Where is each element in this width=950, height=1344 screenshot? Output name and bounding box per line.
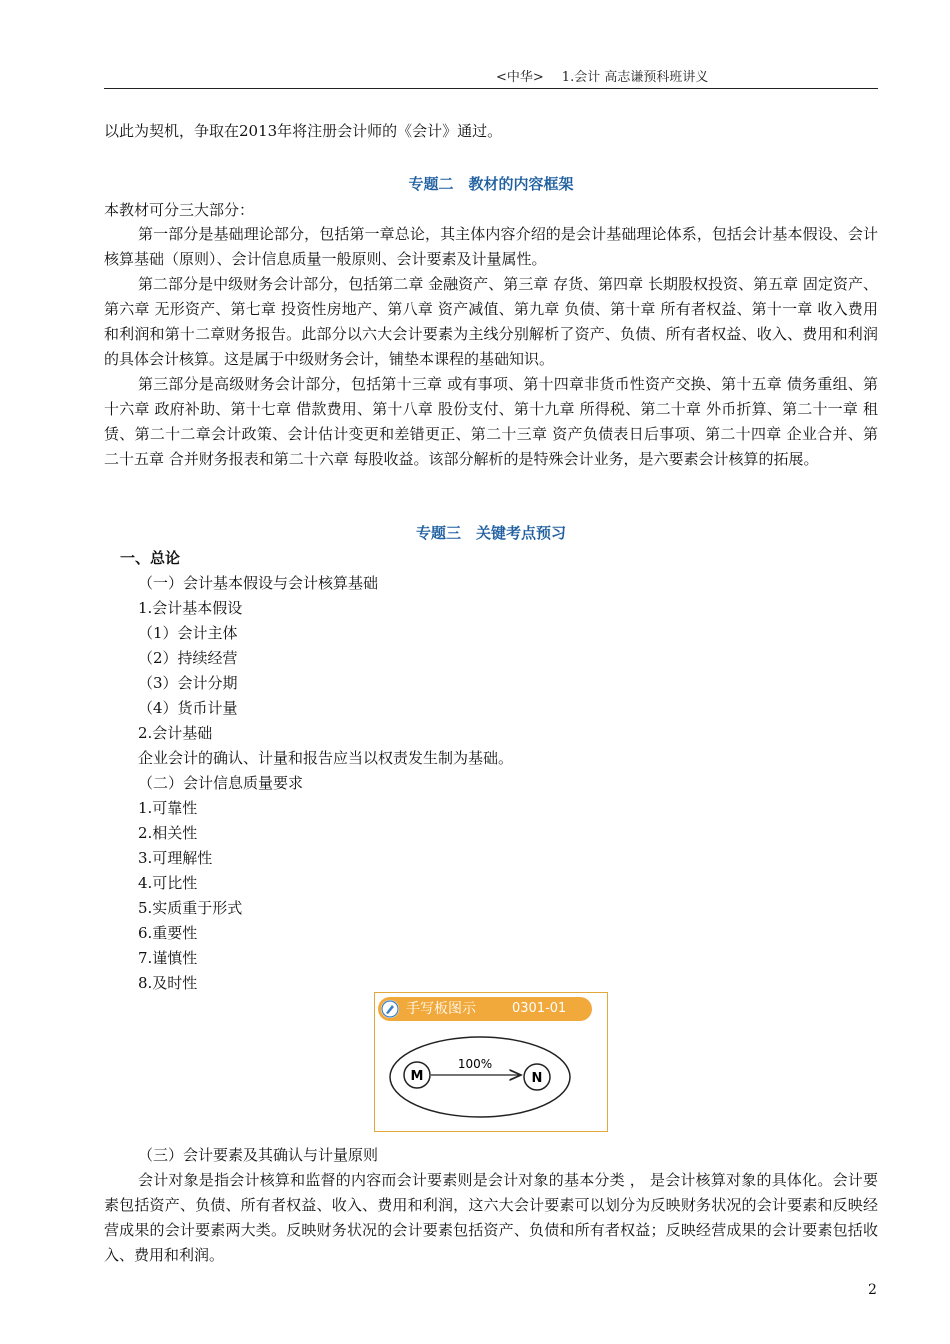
subsection-1: （一）会计基本假设与会计核算基础	[138, 574, 379, 592]
header-org: <中华>	[496, 70, 544, 85]
list-item: 1.可靠性	[138, 799, 198, 817]
figure-label: 手写板图示	[406, 1001, 476, 1017]
section-title: 一、总论	[120, 549, 181, 567]
topic2-paragraph-2: 第二部分是中级财务会计部分，包括第二章 金融资产、第三章 存货、第四章 长期股权投资、第五章 固定资产、第六章 无形资产、第七章 投资性房地产、第八章 资产减值、第九章 负债、第十章 所有者权益、第十一章 收入费用和利润和第十二章财务报告。此部分以六大会计要素为主线分别解析了资产、负债、所有者权益、收入、费用和利润的具体会计核算。这是属于中级财务会计，铺垫本课程的基础知识。	[104, 275, 878, 368]
arrow-label: 100%	[457, 1057, 493, 1071]
topic2-lead: 本教材可分三大部分：	[104, 201, 255, 219]
list-item: 2.会计基础	[138, 724, 213, 742]
topic2-paragraph-3: 第三部分是高级财务会计部分，包括第十三章 或有事项、第十四章非货币性资产交换、第十五章 债务重组、第十六章 政府补助、第十七章 借款费用、第十八章 股份支付、第十九章 所得税、第二十章 外币折算、第二十一章 租赁、第二十二章会计政策、会计估计变更和差错更正、第二十三章 资产负债表日后事项、第二十四章 企业合并、第二十五章 合并财务报表和第二十六章 每股收益。该部分解析的是特殊会计业务，是六要素会计核算的拓展。	[104, 375, 878, 468]
list-item: 4.可比性	[138, 874, 198, 892]
node-m-label: M	[410, 1069, 424, 1084]
list-item: 2.相关性	[138, 824, 198, 842]
list-item: 6.重要性	[138, 924, 198, 942]
list-item: 1.会计基本假设	[138, 599, 243, 617]
topic2-heading: 专题二 教材的内容框架	[408, 175, 574, 193]
flow-diagram	[375, 993, 607, 1131]
page-header	[104, 66, 878, 89]
header-title: 1.会计 高志谦预科班讲义	[561, 70, 709, 85]
elements-paragraph: 会计对象是指会计核算和监督的内容而会计要素则是会计对象的基本分类 ， 是会计核算对象的具体化。会计要素包括资产、负债、所有者权益、收入、费用和利润，这六大会计要素可以划分为反映财务状况的会计要素和反映经营成果的会计要素两大类。反映财务状况的会计要素包括资产、负债和所有者权益；反映经营成果的会计要素包括收入、费用和利润。	[104, 1171, 878, 1264]
basis-text: 企业会计的确认、计量和报告应当以权责发生制为基础。	[138, 749, 514, 767]
topic2-paragraph-1: 第一部分是基础理论部分，包括第一章总论，其主体内容介绍的是会计基础理论体系，包括会计基本假设、会计核算基础（原则）、会计信息质量一般原则、会计要素及计量属性。	[104, 225, 878, 268]
header-text	[496, 66, 726, 85]
handwriting-board-figure	[374, 992, 608, 1132]
list-item: （4）货币计量	[138, 699, 238, 717]
list-item: （2）持续经营	[138, 649, 238, 667]
node-n-label: N	[531, 1071, 543, 1086]
list-item: 8.及时性	[138, 974, 198, 992]
list-item: 5.实质重于形式	[138, 899, 243, 917]
topic3-heading: 专题三 关键考点预习	[415, 524, 566, 542]
intro-line: 以此为契机，争取在2013年将注册会计师的《会计》通过。	[104, 122, 503, 140]
subsection-3: （三）会计要素及其确认与计量原则	[138, 1146, 379, 1164]
list-item: 3.可理解性	[138, 849, 213, 867]
figure-code: 0301-01	[512, 1001, 567, 1016]
list-item: （1）会计主体	[138, 624, 238, 642]
subsection-2: （二）会计信息质量要求	[138, 774, 304, 792]
list-item: 7.谨慎性	[138, 949, 198, 967]
page-number: 2	[868, 1282, 877, 1298]
list-item: （3）会计分期	[138, 674, 238, 692]
